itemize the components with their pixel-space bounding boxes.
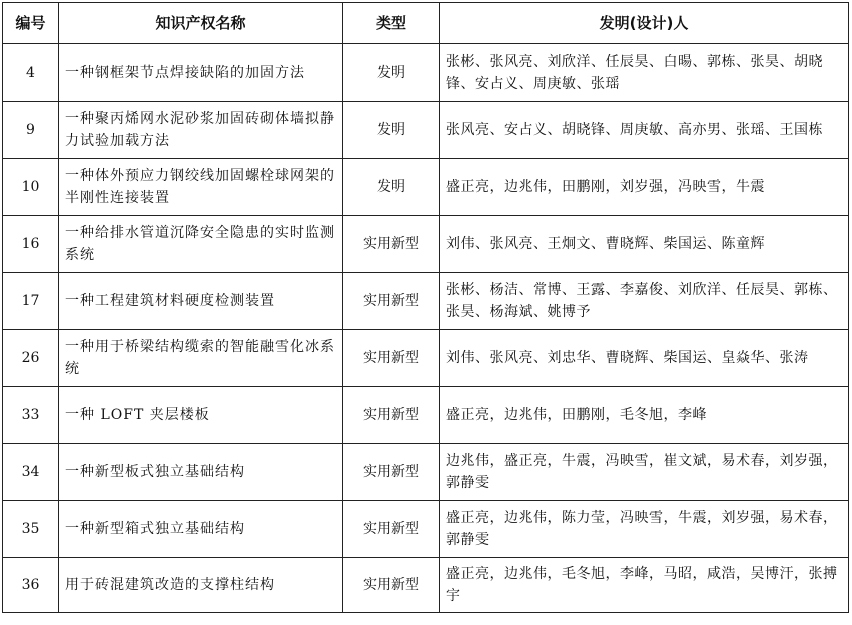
table-row: [3, 387, 849, 444]
table-row: [3, 44, 849, 102]
cell-num: 35: [3, 501, 59, 558]
cell-type: 实用新型: [343, 387, 440, 444]
table-row: [3, 159, 849, 216]
cell-num: 26: [3, 330, 59, 387]
cell-name: 一种钢框架节点焊接缺陷的加固方法: [59, 44, 343, 102]
cell-name: 一种新型箱式独立基础结构: [59, 501, 343, 558]
cell-num: 10: [3, 159, 59, 216]
cell-num: 9: [3, 102, 59, 159]
cell-inventors: 刘伟、张风亮、王炯文、曹晓辉、柴国运、陈童辉: [440, 216, 849, 273]
cell-inventors: 张风亮、安占义、胡晓锋、周庚敏、高亦男、张瑶、王国栋: [440, 102, 849, 159]
cell-num: 34: [3, 444, 59, 501]
cell-name: 一种聚丙烯网水泥砂浆加固砖砌体墙拟静力试验加载方法: [59, 102, 343, 159]
cell-num: 36: [3, 558, 59, 613]
header-name: 知识产权名称: [59, 3, 343, 44]
cell-type: 实用新型: [343, 501, 440, 558]
cell-name: 一种用于桥梁结构缆索的智能融雪化冰系统: [59, 330, 343, 387]
cell-inventors: 盛正亮，边兆伟，田鹏刚，毛冬旭，李峰: [440, 387, 849, 444]
cell-num: 4: [3, 44, 59, 102]
cell-type: 实用新型: [343, 558, 440, 613]
cell-inventors: 盛正亮，边兆伟，田鹏刚，刘岁强，冯映雪，牛震: [440, 159, 849, 216]
cell-type: 实用新型: [343, 273, 440, 330]
header-num: 编号: [3, 3, 59, 44]
cell-inventors: 张彬、张风亮、刘欣洋、任辰昊、白暘、郭栋、张昊、胡晓锋、安占义、周庚敏、张瑶: [440, 44, 849, 102]
header-inventors: 发明(设计)人: [440, 3, 849, 44]
cell-inventors: 张彬、杨洁、常博、王露、李嘉俊、刘欣洋、任辰昊、郭栋、张昊、杨海斌、姚博予: [440, 273, 849, 330]
cell-inventors: 边兆伟，盛正亮，牛震，冯映雪，崔文斌，易术春，刘岁强，郭静雯: [440, 444, 849, 501]
cell-num: 17: [3, 273, 59, 330]
cell-num: 16: [3, 216, 59, 273]
table-row: [3, 558, 849, 613]
cell-num: 33: [3, 387, 59, 444]
cell-name: 一种给排水管道沉降安全隐患的实时监测系统: [59, 216, 343, 273]
header-type: 类型: [343, 3, 440, 44]
cell-name: 一种体外预应力钢绞线加固螺栓球网架的半刚性连接装置: [59, 159, 343, 216]
cell-name: 用于砖混建筑改造的支撑柱结构: [59, 558, 343, 613]
cell-name: 一种新型板式独立基础结构: [59, 444, 343, 501]
cell-name: 一种 LOFT 夹层楼板: [59, 387, 343, 444]
cell-inventors: 盛正亮，边兆伟，陈力莹，冯映雪，牛震，刘岁强，易术春，郭静雯: [440, 501, 849, 558]
cell-type: 发明: [343, 44, 440, 102]
table-header-row: [3, 3, 849, 44]
table-row: [3, 444, 849, 501]
patent-table: [2, 2, 849, 613]
table-row: [3, 273, 849, 330]
cell-inventors: 刘伟、张风亮、刘忠华、曹晓辉、柴国运、皇焱华、张涛: [440, 330, 849, 387]
cell-inventors: 盛正亮，边兆伟，毛冬旭，李峰，马昭，咸浩，吴博汗，张搏宇: [440, 558, 849, 613]
table-row: [3, 102, 849, 159]
cell-type: 发明: [343, 102, 440, 159]
table-row: [3, 330, 849, 387]
table-row: [3, 501, 849, 558]
cell-type: 实用新型: [343, 330, 440, 387]
cell-type: 实用新型: [343, 444, 440, 501]
cell-type: 实用新型: [343, 216, 440, 273]
cell-name: 一种工程建筑材料硬度检测装置: [59, 273, 343, 330]
cell-type: 发明: [343, 159, 440, 216]
table-row: [3, 216, 849, 273]
